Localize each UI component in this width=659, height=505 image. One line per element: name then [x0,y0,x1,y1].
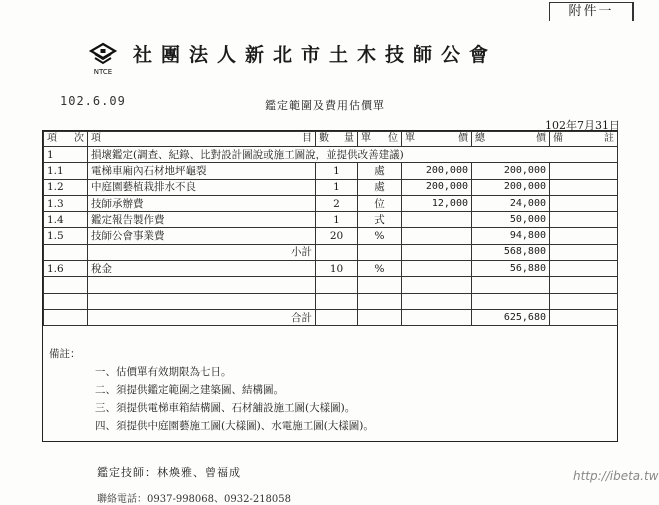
row-qty: 2 [316,195,358,211]
grand-total-value: 625,680 [472,309,550,325]
row-note [550,277,618,293]
row-total: 200,000 [472,179,550,195]
document-title: 鑑定範圍及費用估價單 [265,99,385,112]
row-qty: 10 [316,261,358,277]
row-no: 1.6 [44,261,88,277]
col-price-b: 價 [458,133,468,144]
col-qty-b: 量 [344,133,354,144]
row-no [44,277,88,293]
col-unit-b: 位 [388,133,398,144]
row-unit: 處 [358,163,402,179]
note-line: 二、須提供鑑定範圍之建築圖、結構圖。 [95,384,284,396]
subtotal-value: 568,800 [472,244,550,260]
col-unit-a: 單 [361,133,371,144]
estimate-sheet [42,130,618,442]
col-no-a: 項 [47,133,57,144]
row-qty: 1 [316,163,358,179]
row-qty: 1 [316,212,358,228]
row-item: 損壞鑑定(調查、紀錄、比對設計圖說或施工圖說，並提供改善建議) [88,147,618,163]
row-total [472,277,550,293]
row-price [402,277,472,293]
logo-text: NTCE [93,68,113,76]
col-item-a: 項 [91,133,101,144]
table-row [44,277,618,293]
row-no [44,244,88,260]
row-total: 24,000 [472,195,550,211]
row-note [550,179,618,195]
row-unit [358,309,402,325]
subtotal-label: 小計 [88,244,316,260]
organization-name: 社團法人新北市土木技師公會 [133,44,498,66]
row-no [44,293,88,309]
row-item: 稅金 [88,261,316,277]
col-total-b: 價 [536,133,546,144]
estimate-table [43,131,618,326]
row-no: 1 [44,147,88,163]
col-qty-a: 數 [319,133,329,144]
row-qty [316,309,358,325]
table-row [44,163,618,179]
row-item: 電梯車廂內石材地坪龜裂 [88,163,316,179]
row-unit: % [358,261,402,277]
row-no: 1.4 [44,212,88,228]
row-qty [316,244,358,260]
note-line: 一、估價單有效期限為七日。 [95,366,232,378]
row-note [550,195,618,211]
date-stamp: 102.6.09 [60,94,126,108]
table-row [44,228,618,244]
note-line: 三、須提供電梯車箱結構圖、石材舖設施工圖(大樣圖)。 [95,402,356,414]
watermark: http://ibeta.tw [573,469,659,483]
row-unit [358,293,402,309]
col-item-b: 目 [302,133,312,144]
table-row [44,293,618,309]
row-note [550,244,618,260]
association-logo-icon [88,42,118,76]
row-item [88,293,316,309]
row-item [88,277,316,293]
col-no-b: 次 [74,133,84,144]
row-note [550,228,618,244]
grand-total-label: 合計 [88,309,316,325]
notes-title: 備註： [49,348,81,360]
row-no: 1.5 [44,228,88,244]
table-row [44,147,618,163]
row-note [550,261,618,277]
row-note [550,163,618,179]
row-no [44,309,88,325]
row-price [402,228,472,244]
row-unit [358,277,402,293]
row-total [472,293,550,309]
row-price: 200,000 [402,163,472,179]
row-price: 200,000 [402,179,472,195]
row-unit: 處 [358,179,402,195]
row-total: 200,000 [472,163,550,179]
row-note [550,293,618,309]
table-row [44,195,618,211]
table-row [44,244,618,260]
row-price [402,212,472,228]
row-no: 1.3 [44,195,88,211]
row-qty: 20 [316,228,358,244]
row-item: 鑑定報告製作費 [88,212,316,228]
appraising-engineers: 鑑定技師：林煥雅、曾福成 [97,466,241,479]
row-item: 技師承辦費 [88,195,316,211]
row-no: 1.2 [44,179,88,195]
row-price [402,261,472,277]
row-unit: % [358,228,402,244]
row-no: 1.1 [44,163,88,179]
col-price-a: 單 [405,133,415,144]
contact-phone: 聯絡電話：0937-998068、0932-218058 [97,494,292,505]
col-note-b: 註 [604,133,614,144]
table-row [44,261,618,277]
row-price [402,309,472,325]
row-note [550,212,618,228]
table-row [44,212,618,228]
report-date: 102年7月31日 [545,119,620,132]
table-row [44,309,618,325]
row-price [402,293,472,309]
row-unit: 位 [358,195,402,211]
row-qty [316,277,358,293]
row-qty: 1 [316,179,358,195]
table-row [44,179,618,195]
row-item: 技師公會事業費 [88,228,316,244]
row-qty [316,293,358,309]
note-line: 四、須提供中庭園藝施工圖(大樣圖)、水電施工圖(大樣圖)。 [95,420,374,432]
col-total-a: 總 [475,133,485,144]
row-total: 94,800 [472,228,550,244]
row-price: 12,000 [402,195,472,211]
row-unit: 式 [358,212,402,228]
row-item: 中庭園藝植栽排水不良 [88,179,316,195]
table-header-row [44,132,618,147]
attachment-label: 附件一 [549,2,634,21]
row-price [402,244,472,260]
row-note [550,309,618,325]
row-total: 56,880 [472,261,550,277]
col-note-a: 備 [553,133,563,144]
row-total: 50,000 [472,212,550,228]
row-unit [358,244,402,260]
